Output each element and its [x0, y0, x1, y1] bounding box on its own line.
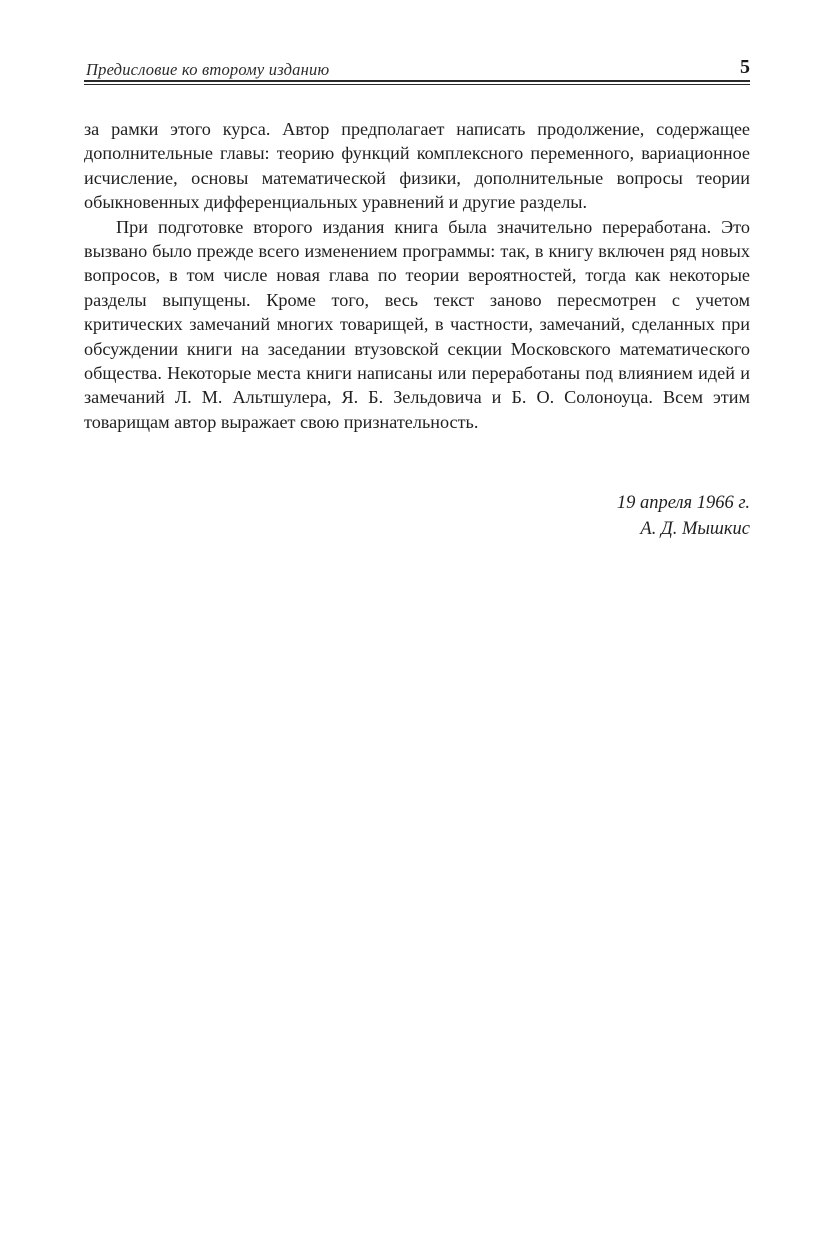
page-number: 5 — [740, 56, 750, 78]
header-rule-thick — [84, 80, 750, 82]
paragraph-continuation: за рамки этого курса. Автор предполагает написать продолжение, содержащее дополнительные главы: теорию функций комплексного переменного, вариационное исчисление, основы математической физики, дополнительные вопросы теории обыкновенных дифференциальных уравнений и другие разделы. — [84, 119, 750, 213]
body-text — [84, 117, 750, 434]
running-header — [84, 56, 750, 82]
signature-block — [617, 490, 750, 542]
running-title: Предисловие ко второму изданию — [86, 60, 330, 79]
signature-author: А. Д. Мышкис — [640, 519, 750, 539]
signature-date: 19 апреля 1966 г. — [616, 493, 750, 513]
paragraph-second-edition: При подготовке второго издания книга была значительно переработана. Это вызвано было прежде всего изменением программы: так, в книгу включен ряд новых вопросов, в том числе новая глава по теории вероятностей, тогда как некоторые разделы выпущены. Кроме того, весь текст заново пересмотрен с учетом критических замечаний многих товарищей, в частности, замечаний, сделанных при обсуждении книги на заседании втузовской секции Московского математического общества. Некоторые места книги написаны или переработаны под влиянием идей и замечаний Л. М. Альтшулера, Я. Б. Зельдовича и Б. О. Солоноуца. Всем этим товарищам автор выражает свою признательность. — [84, 216, 750, 432]
header-rule-thin — [84, 84, 750, 85]
